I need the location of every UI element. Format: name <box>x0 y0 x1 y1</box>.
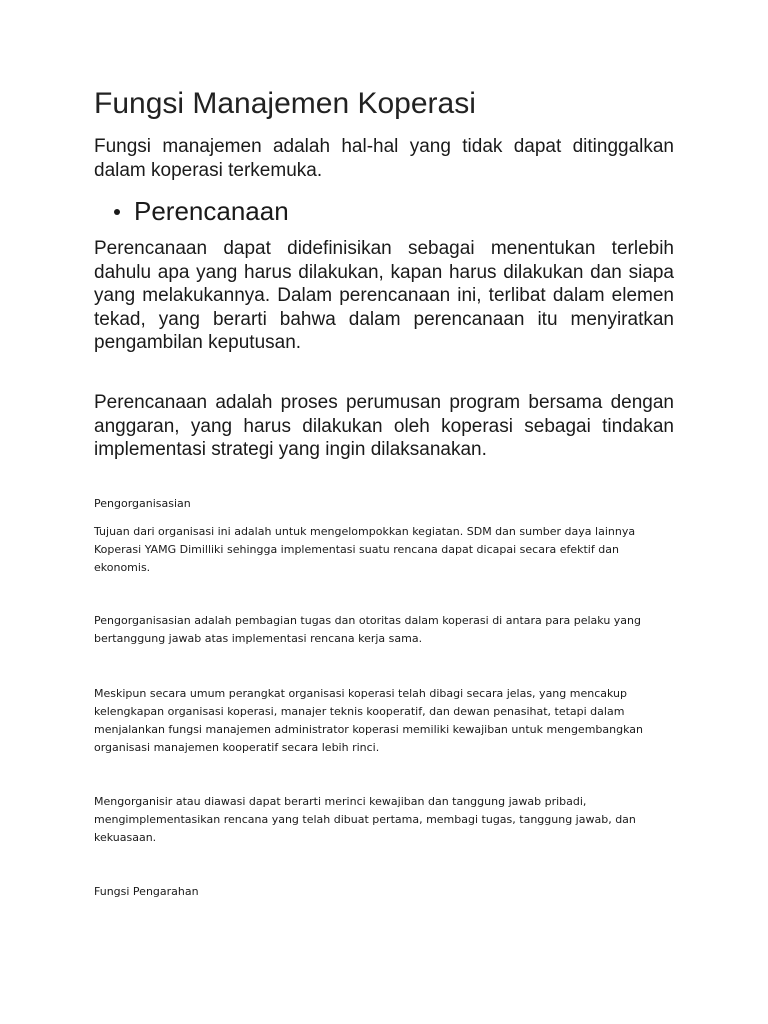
pengorganisasian-paragraph: Mengorganisir atau diawasi dapat berarti merinci kewajiban dan tanggung jawab pribadi, mengimplementasikan rencana yang telah dibuat pertama, membagi tugas, tanggung jawab, dan kekuasaan. <box>94 795 636 844</box>
bullet-heading-perencanaan <box>114 195 289 227</box>
perencanaan-paragraph: Perencanaan dapat didefinisikan sebagai menentukan terlebih dahulu apa yang harus dilakukan, kapan harus dilakukan dan siapa yang melakukannya. Dalam perencanaan ini, terlibat dalam elemen tekad, yang berarti bahwa dalam perencanaan itu menyiratkan pengambilan keputusan. <box>94 238 674 353</box>
pengorganisasian-paragraph: Tujuan dari organisasi ini adalah untuk mengelompokkan kegiatan. SDM dan sumber daya lainnya Koperasi YAMG Dimilliki sehingga implementasi suatu rencana dapat dicapai secara efektif dan ekonomis. <box>94 525 636 574</box>
pengorganisasian-paragraph: Pengorganisasian adalah pembagian tugas dan otoritas dalam koperasi di antara para pelaku yang bertanggung jawab atas implementasi rencana kerja sama. <box>94 614 641 645</box>
intro-paragraph: Fungsi manajemen adalah hal-hal yang tidak dapat ditinggalkan dalam koperasi terkemuka. <box>94 136 674 181</box>
bullet-heading-label: Perencanaan <box>134 196 289 226</box>
section-heading-pengarahan: Fungsi Pengarahan <box>94 885 199 898</box>
section-heading-pengorganisasian: Pengorganisasian <box>94 497 191 510</box>
perencanaan-paragraph: Perencanaan adalah proses perumusan program bersama dengan anggaran, yang harus dilakukan oleh koperasi sebagai tindakan implementasi strategi yang ingin dilaksanakan. <box>94 392 674 460</box>
document-title: Fungsi Manajemen Koperasi <box>94 87 476 120</box>
bullet-dot-icon <box>114 209 120 215</box>
pengorganisasian-paragraph: Meskipun secara umum perangkat organisasi koperasi telah dibagi secara jelas, yang mencakup kelengkapan organisasi koperasi, manajer teknis kooperatif, dan dewan penasihat, tetapi dalam menjalankan fungsi manajemen administrator koperasi memiliki kewajiban untuk mengembangkan organisasi manajemen kooperatif secara lebih rinci. <box>94 687 643 754</box>
